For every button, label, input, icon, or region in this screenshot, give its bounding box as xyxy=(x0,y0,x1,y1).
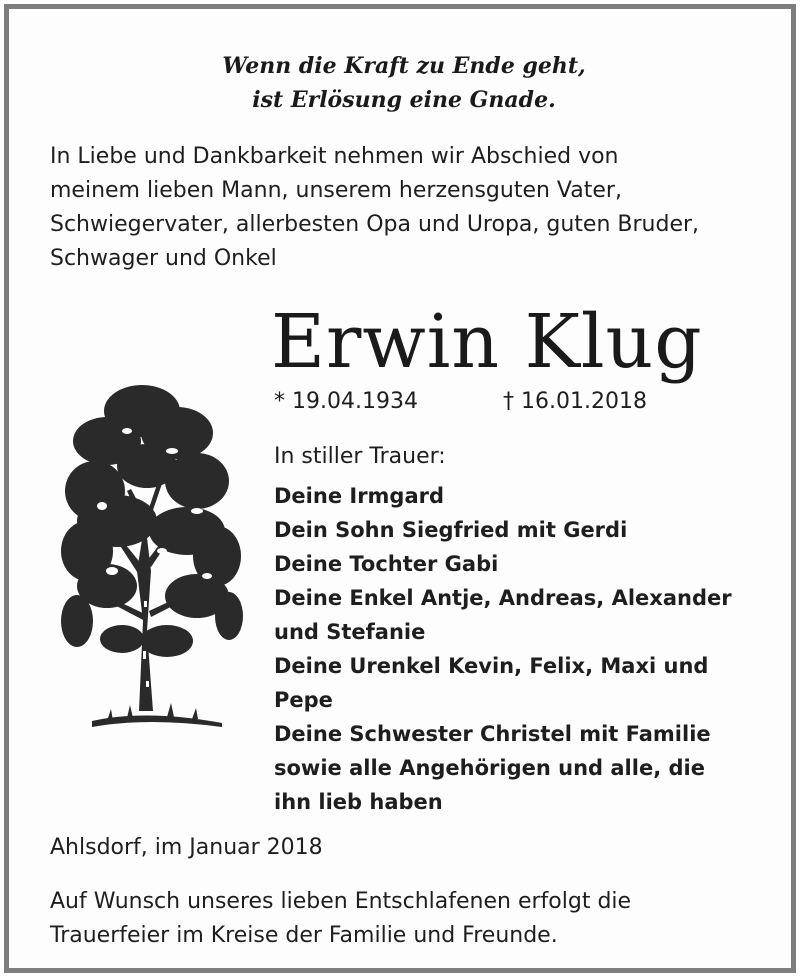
mourner-line: Deine Urenkel Kevin, Felix, Maxi und xyxy=(274,654,709,678)
mourning-heading: In stiller Trauer: xyxy=(274,444,446,469)
mourner-line: Dein Sohn Siegfried mit Gerdi xyxy=(274,518,628,542)
closing-text xyxy=(50,885,631,953)
motto-line-2: ist Erlösung eine Gnade. xyxy=(252,87,556,113)
mourner-line: Deine Schwester Christel mit Familie xyxy=(274,722,711,746)
mourners-list xyxy=(274,479,794,819)
closing-line: Auf Wunsch unseres lieben Entschlafenen erfolgt die xyxy=(50,889,632,914)
mourner-line: Deine Enkel Antje, Andreas, Alexander xyxy=(274,586,732,610)
birch-tree-icon xyxy=(47,371,252,751)
obituary-card xyxy=(4,4,796,973)
intro-line: meinem lieben Mann, unserem herzensguten Vater, xyxy=(50,178,622,203)
mourner-line: sowie alle Angehörigen und alle, die xyxy=(274,756,705,780)
mourner-line: Pepe xyxy=(274,688,333,712)
motto-line-1: Wenn die Kraft zu Ende geht, xyxy=(222,53,586,79)
intro-line: Schwager und Onkel xyxy=(50,246,277,271)
mourner-line: Deine Irmgard xyxy=(274,484,445,508)
deceased-name: Erwin Klug xyxy=(271,299,703,385)
place-date: Ahlsdorf, im Januar 2018 xyxy=(50,835,323,860)
intro-line: Schwiegervater, allerbesten Opa und Uropa, guten Bruder, xyxy=(50,212,700,237)
mourner-line: Deine Tochter Gabi xyxy=(274,552,499,576)
birth-date: * 19.04.1934 xyxy=(274,389,418,414)
mourner-line: und Stefanie xyxy=(274,620,426,644)
death-date: † 16.01.2018 xyxy=(503,389,647,414)
closing-line: Trauerfeier im Kreise der Familie und Freunde. xyxy=(50,923,558,948)
mourner-line: ihn lieb haben xyxy=(274,790,443,814)
intro-text xyxy=(50,140,790,276)
intro-line: In Liebe und Dankbarkeit nehmen wir Abschied von xyxy=(50,144,619,169)
